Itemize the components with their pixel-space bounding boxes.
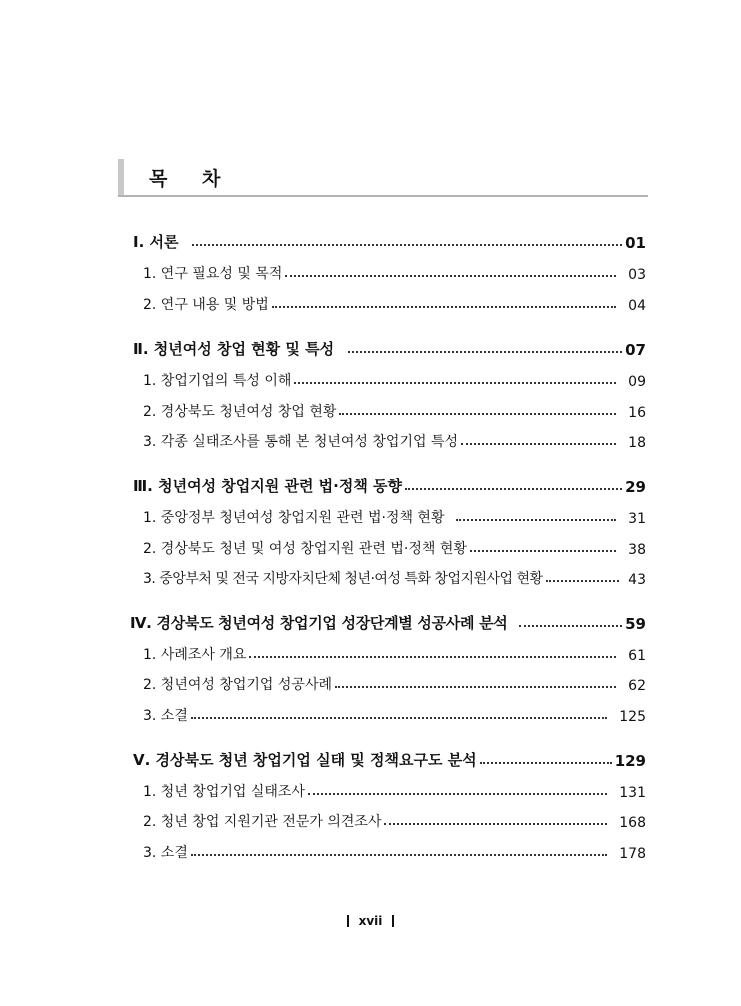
page-number-bar-right [392,915,394,927]
section-title: 1. 창업기업의 특성 이해 [143,373,292,389]
toc-title: 목 차 [149,168,235,190]
leader-dots [348,351,622,353]
section-page: 125 [619,709,646,725]
section-page: 18 [628,435,646,451]
section-title: 2. 청년 창업 지원기관 전문가 의견조사 [143,814,382,830]
toc-section[interactable] [0,257,741,283]
chapter-title: Ⅲ. 청년여성 창업지원 관련 법·정책 동향 [133,477,403,495]
leader-dots [546,580,620,582]
section-title: 1. 중앙정부 청년여성 창업지원 관련 법·정책 현황 [143,510,445,526]
toc-section[interactable] [0,364,741,390]
toc-section[interactable] [0,805,741,831]
leader-dots [405,488,622,490]
leader-dots [519,625,622,627]
toc-section[interactable] [0,425,741,451]
toc-section[interactable] [0,775,741,801]
leader-dots [480,762,612,764]
section-page: 09 [628,374,646,390]
toc-chapter-4[interactable] [0,607,741,633]
section-title: 1. 연구 필요성 및 목적 [143,266,283,282]
toc-section[interactable] [0,668,741,694]
toc-header-bar [118,159,124,195]
section-title: 3. 소결 [143,708,188,724]
section-title: 2. 경상북도 청년여성 창업 현황 [143,404,337,420]
section-page: 178 [619,846,646,862]
leader-dots [294,382,616,384]
section-page: 38 [628,542,646,558]
section-title: 2. 청년여성 창업기업 성공사례 [143,677,332,693]
toc-section[interactable] [0,638,741,664]
leader-dots [249,656,616,658]
toc-header [118,159,648,197]
section-page: 43 [628,572,646,588]
toc-section[interactable] [0,395,741,421]
section-title: 1. 사례조사 개요 [143,647,247,663]
section-title: 3. 중앙부처 및 전국 지방자치단체 청년·여성 특화 창업지원사업 현황 [143,571,543,587]
chapter-page: 01 [625,234,646,252]
leader-dots [461,443,616,445]
chapter-title: Ⅳ. 경상북도 청년여성 창업기업 성장단계별 성공사례 분석 [130,614,508,632]
leader-dots [191,854,607,856]
chapter-title: Ⅰ. 서론 [133,233,179,251]
leader-dots [384,823,607,825]
section-page: 131 [619,785,646,801]
toc-chapter-3[interactable] [0,470,741,496]
section-page: 03 [628,267,646,283]
page-number-text: xvii [358,914,383,928]
section-page: 61 [628,648,646,664]
chapter-title: Ⅱ. 청년여성 창업 현황 및 특성 [133,340,335,358]
section-title: 3. 각종 실태조사를 통해 본 청년여성 창업기업 특성 [143,434,458,450]
chapter-page: 29 [625,478,646,496]
leader-dots [308,793,607,795]
leader-dots [192,244,622,246]
section-title: 2. 연구 내용 및 방법 [143,297,269,313]
toc-section[interactable] [0,699,741,725]
toc-chapter-1[interactable] [0,226,741,252]
section-page: 31 [628,511,646,527]
toc-chapter-5[interactable] [0,744,741,770]
leader-dots [191,717,607,719]
chapter-page: 59 [625,615,646,633]
section-page: 168 [619,815,646,831]
section-page: 62 [628,678,646,694]
section-page: 16 [628,405,646,421]
leader-dots [272,306,616,308]
chapter-page: 129 [614,752,646,770]
page-number-bar-left [347,915,349,927]
leader-dots [285,275,616,277]
section-title: 3. 소결 [143,845,188,861]
section-title: 2. 경상북도 청년 및 여성 창업지원 관련 법·정책 현황 [143,541,467,557]
section-page: 04 [628,298,646,314]
chapter-title: Ⅴ. 경상북도 청년 창업기업 실태 및 정책요구도 분석 [133,751,477,769]
toc-section[interactable] [0,562,741,588]
chapter-page: 07 [625,341,646,359]
leader-dots [339,413,616,415]
toc-section[interactable] [0,288,741,314]
toc-chapter-2[interactable] [0,333,741,359]
leader-dots [335,686,616,688]
page-number [0,914,741,928]
toc-section[interactable] [0,532,741,558]
toc-section[interactable] [0,836,741,862]
leader-dots [456,519,616,521]
leader-dots [470,550,616,552]
section-title: 1. 청년 창업기업 실태조사 [143,784,305,800]
toc-section[interactable] [0,501,741,527]
